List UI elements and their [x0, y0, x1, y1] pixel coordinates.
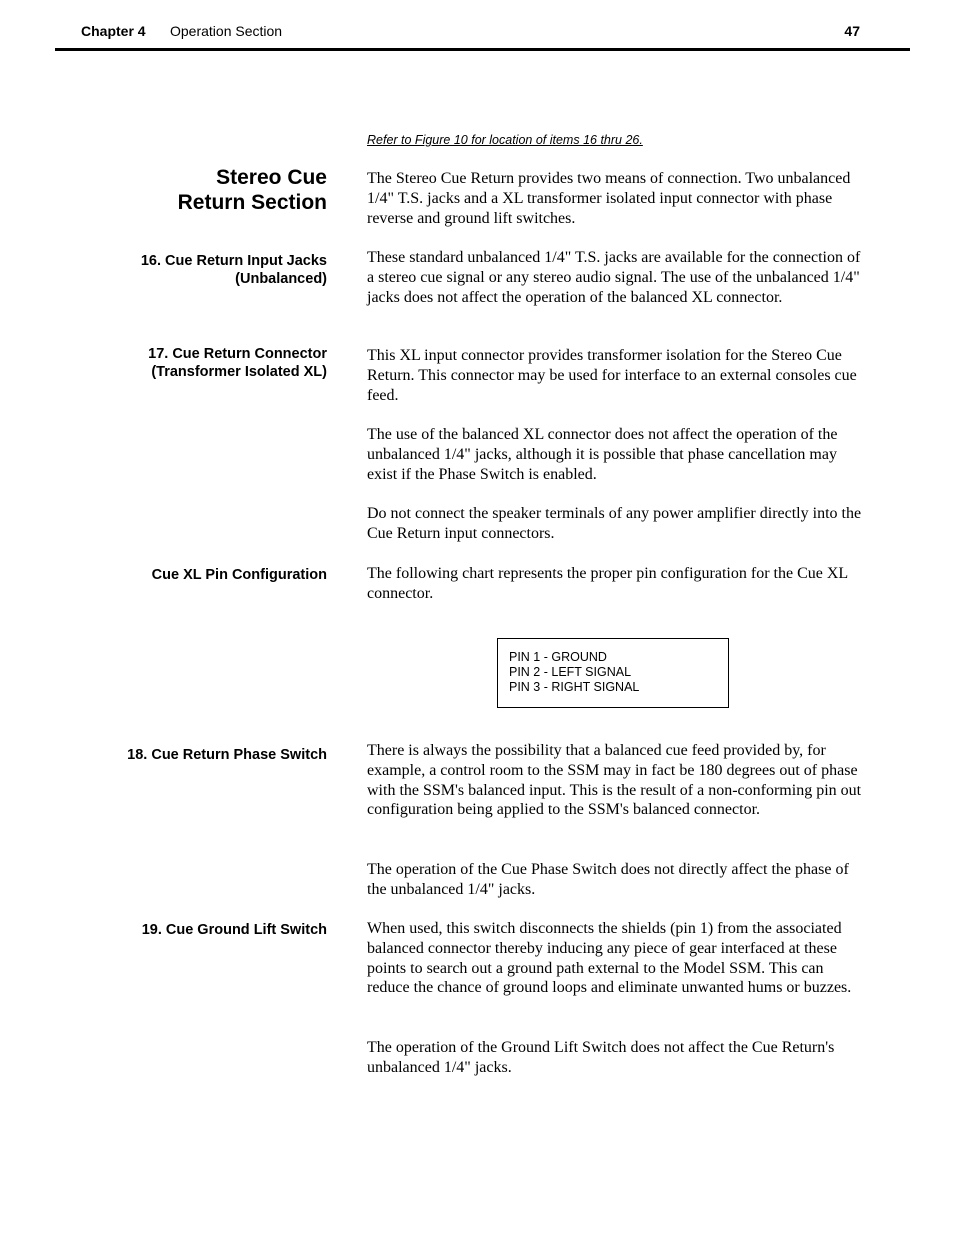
heading-item-16	[141, 252, 327, 288]
item-18-paragraph-1: There is always the possibility that a balanced cue feed provided by, for example, a control room to the SSM may in fact be 180 degrees out of phase with the SSM's balanced input. This is the result of a non-conforming pin out configuration being applied to the SSM's balanced connector.	[367, 742, 862, 819]
heading-item-18: 18. Cue Return Phase Switch	[127, 747, 327, 763]
intro-paragraph: The Stereo Cue Return provides two means of connection. Two unbalanced 1/4" T.S. jacks and a XL transformer isolated input connector with phase reverse and ground lift switches.	[367, 170, 851, 227]
pin-configuration-paragraph: The following chart represents the proper pin configuration for the Cue XL connector.	[367, 565, 848, 602]
item-17-paragraph-1: This XL input connector provides transformer isolation for the Stereo Cue Return. This connector may be used for interface to an external consoles cue feed.	[367, 347, 857, 404]
pin-1-label: PIN 1 - GROUND	[509, 650, 607, 664]
section-label: Operation Section	[170, 23, 283, 39]
item-19-paragraph-2: The operation of the Ground Lift Switch does not affect the Cue Return's unbalanced 1/4" jacks.	[367, 1039, 835, 1076]
item-18-paragraph-2: The operation of the Cue Phase Switch does not directly affect the phase of the unbalanced 1/4" jacks.	[367, 861, 849, 898]
section-title-line-2: Return Section	[177, 191, 327, 214]
item-17-paragraph-3: Do not connect the speaker terminals of any power amplifier directly into the Cue Return input connectors.	[367, 505, 862, 542]
heading-item-17-line-2: (Transformer Isolated XL)	[151, 364, 327, 380]
heading-pin-configuration: Cue XL Pin Configuration	[151, 567, 327, 583]
page-number: 47	[844, 23, 860, 39]
page-header	[55, 22, 910, 51]
heading-item-17	[148, 345, 327, 381]
item-17-paragraph-2: The use of the balanced XL connector does not affect the operation of the unbalanced 1/4" jacks, although it is possible that phase cancellation may exist if the Phase Switch is enabled.	[367, 426, 838, 483]
heading-item-16-line-2: (Unbalanced)	[235, 271, 327, 287]
figure-reference-note: Refer to Figure 10 for location of items 16 thru 26.	[367, 133, 643, 147]
heading-item-16-line-1: 16. Cue Return Input Jacks	[140, 253, 327, 269]
pin-3-label: PIN 3 - RIGHT SIGNAL	[509, 680, 640, 694]
chapter-label: Chapter 4	[81, 23, 146, 39]
pin-configuration-box	[497, 638, 729, 708]
section-title-line-1: Stereo Cue	[216, 166, 327, 189]
item-16-paragraph: These standard unbalanced 1/4" T.S. jacks are available for the connection of a stereo cue signal or any stereo audio signal. The use of the unbalanced 1/4" jacks does not affect the operation of the balanced XL connector.	[367, 249, 861, 306]
heading-item-19: 19. Cue Ground Lift Switch	[141, 922, 327, 938]
pin-2-label: PIN 2 - LEFT SIGNAL	[509, 665, 632, 679]
section-title	[178, 165, 327, 215]
heading-item-17-line-1: 17. Cue Return Connector	[148, 346, 327, 362]
item-19-paragraph-1: When used, this switch disconnects the shields (pin 1) from the associated balanced connector thereby inducing any piece of gear interfaced at these points to search out a ground path external to the Model SSM. This can reduce the chance of ground loops and eliminate unwanted hums or buzzes.	[367, 920, 852, 997]
